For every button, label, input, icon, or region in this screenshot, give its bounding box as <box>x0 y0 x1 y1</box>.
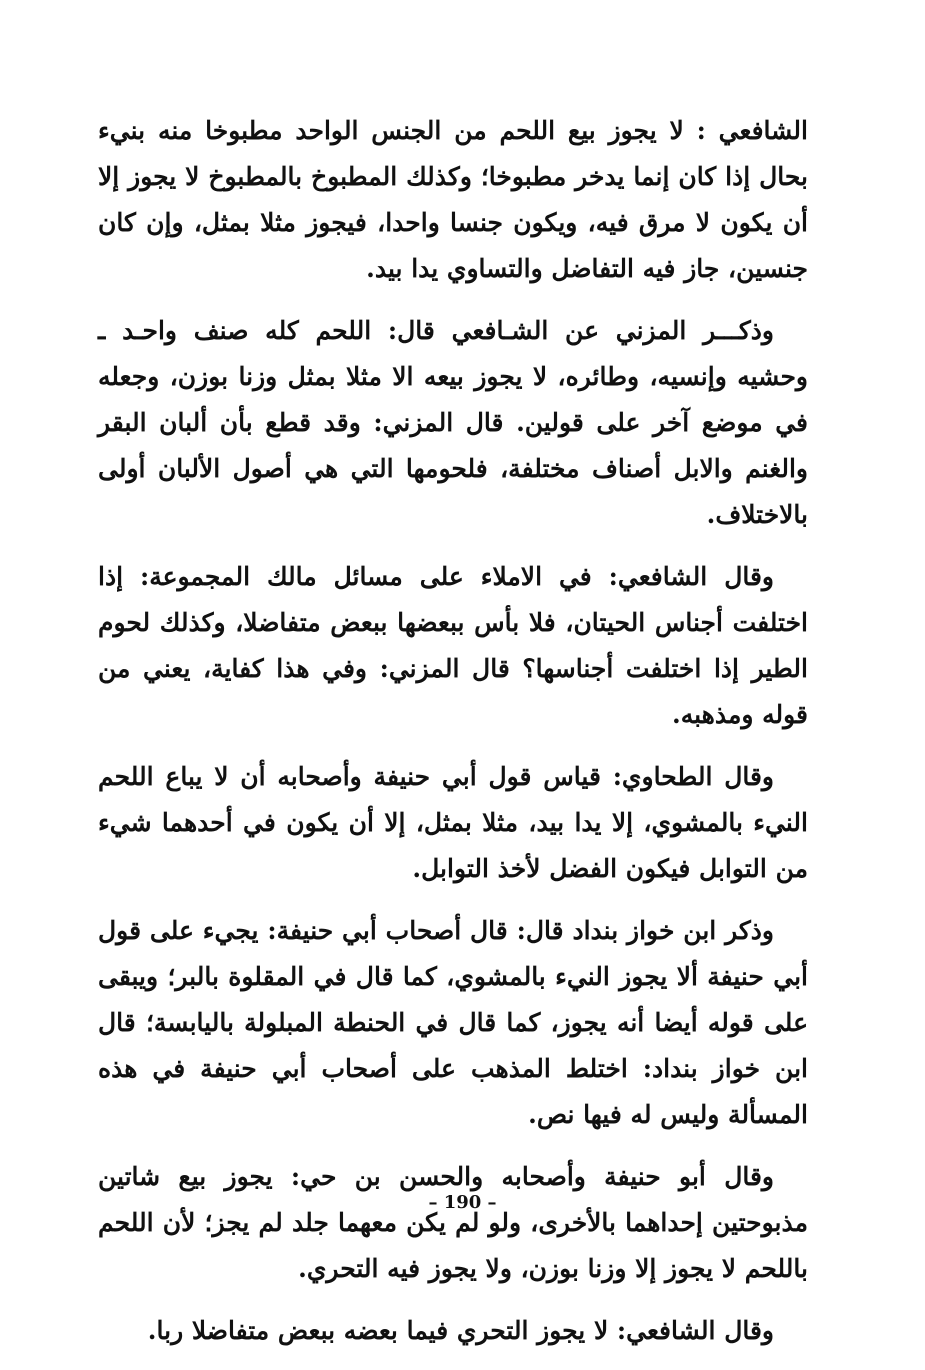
paragraph-5: وذكر ابن خواز بنداد قال: قال أصحاب أبي حنيفة: يجيء على قول أبي حنيفة ألا يجوز النيء بالمشوي، كما قال في المقلوة بالبر؛ ويبقى على قوله أيضا أنه يجوز، كما قال في الحنطة المبلولة باليابسة؛ قال ابن خواز بنداد: اختلط المذهب على أصحاب أبي حنيفة في هذه المسألة وليس له فيها نص. <box>98 916 808 1129</box>
paragraph-7: وقال الشافعي: لا يجوز التحري فيما بعضه ببعض متفاضلا ربا. <box>147 1316 774 1345</box>
paragraph-3: وقال الشافعي: في الاملاء على مسائل مالك المجموعة: إذا اختلفت أجناس الحيتان، فلا بأس ببعضها ببعض متفاضلا، وكذلك لحوم الطير إذا اختلفت أجناسها؟ قال المزني: وفي هذا كفاية، يعني من قوله ومذهبه. <box>98 562 808 729</box>
paragraph-2: وذكـــر المزني عن الشـافعي قال: اللحم كله صنف واحـد ـ وحشيه وإنسيه، وطائره، لا يجوز بيعه الا مثلا بمثل وزنا بوزن، وجعله في موضع آخر على قولين. قال المزني: وقد قطع بأن ألبان البقر والغنم والابل أصناف مختلفة، فلحومها التي هي أصول الألبان أولى بالاختلاف. <box>98 316 808 529</box>
page-number: – 190 – <box>428 1192 497 1213</box>
main-text <box>98 108 808 1370</box>
paragraph-6: وقال أبو حنيفة وأصحابه والحسن بن حي: يجوز بيع شاتين مذبوحتين إحداهما بالأخرى، ولو لم يكن معهما جلد لم يجز؛ لأن اللحم باللحم لا يجوز إلا وزنا بوزن، ولا يجوز فيه التحري. <box>98 1162 808 1283</box>
paragraph-1: الشافعي : لا يجوز بيع اللحم من الجنس الواحد مطبوخا منه بنيء بحال إذا كان إنما يدخر مطبوخا؛ وكذلك المطبوخ بالمطبوخ لا يجوز إلا أن يكون لا مرق فيه، ويكون جنسا واحدا، فيجوز مثلا بمثل، وإن كان جنسين، جاز فيه التفاضل والتساوي يدا بيد. <box>98 116 808 283</box>
paragraph-4: وقال الطحاوي: قياس قول أبي حنيفة وأصحابه أن لا يباع اللحم النيء بالمشوي، إلا يدا بيد، مثلا بمثل، إلا أن يكون في أحدهما شيء من التوابل فيكون الفضل لأخذ التوابل. <box>98 762 808 883</box>
